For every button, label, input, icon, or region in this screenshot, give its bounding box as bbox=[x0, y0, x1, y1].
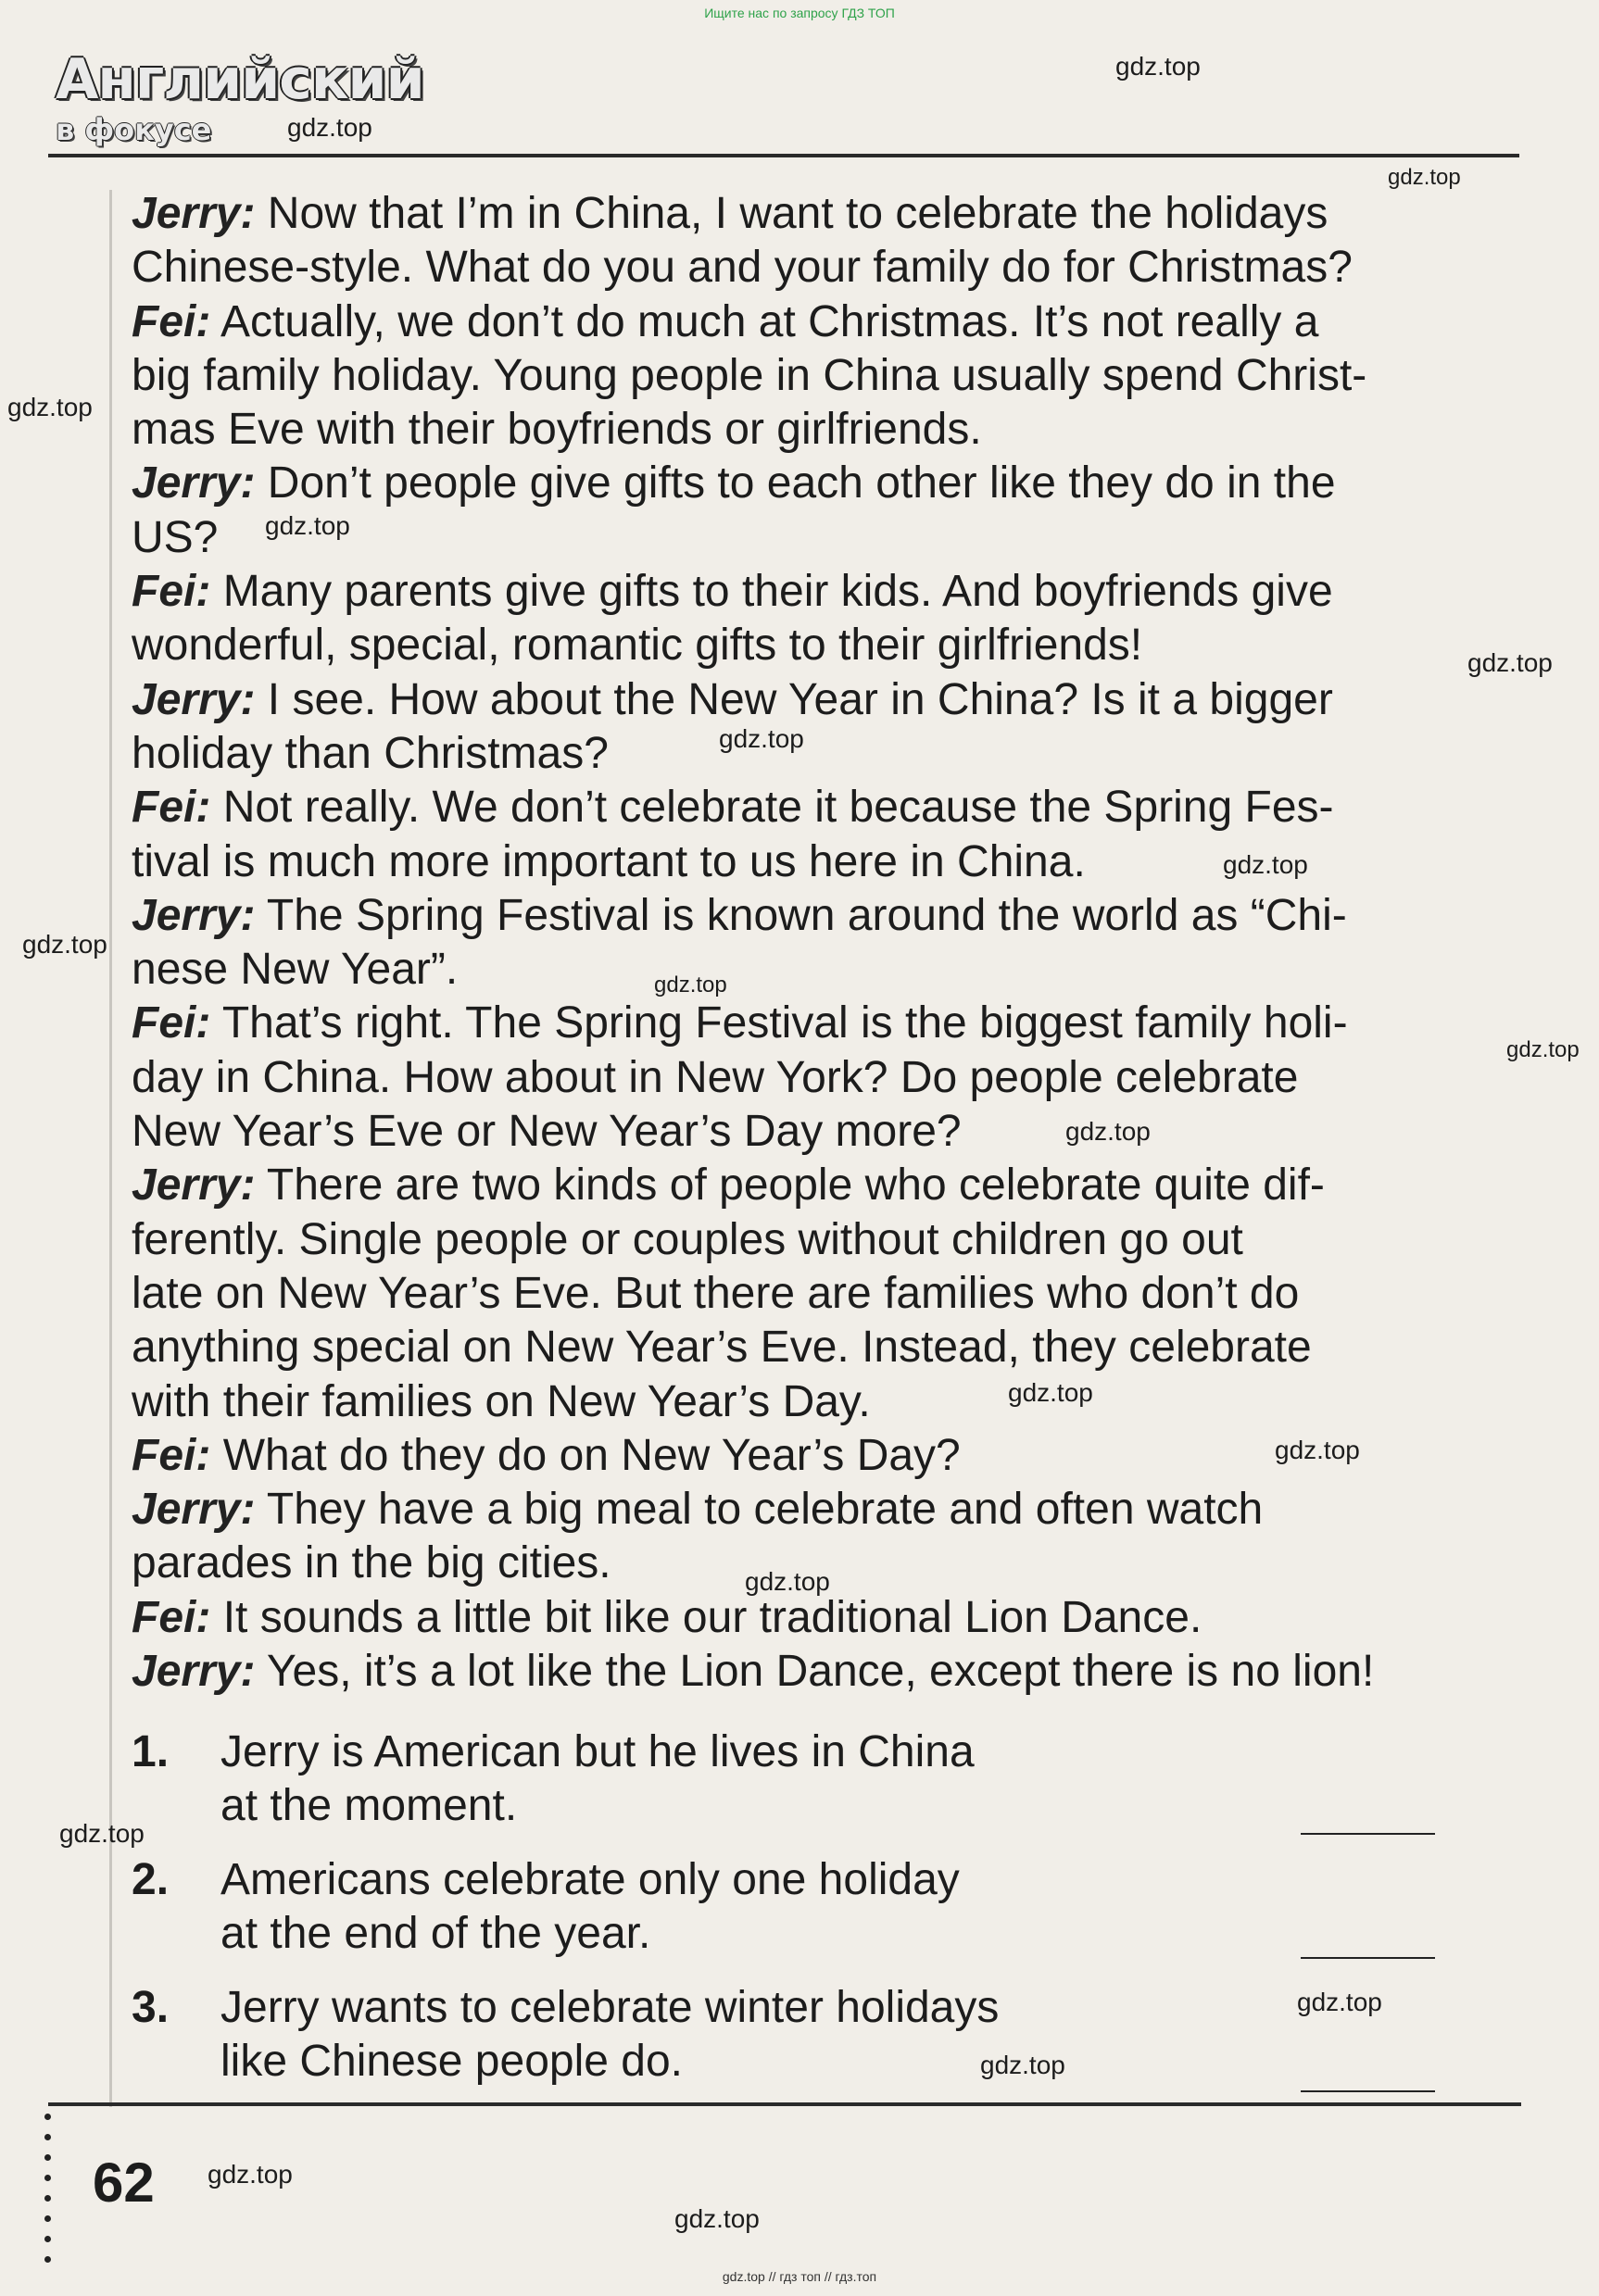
speaker-name: Fei: bbox=[132, 567, 211, 617]
dialogue-line: anything special on New Year’s Eve. Instead, they celebrate bbox=[132, 1323, 1312, 1373]
watermark: gdz.top bbox=[1297, 1988, 1382, 2016]
question-item bbox=[132, 1725, 1521, 1846]
speaker-name: Fei: bbox=[132, 783, 211, 833]
speaker-name: Fei: bbox=[132, 998, 211, 1048]
question-text: Americans celebrate only one holiday at the end of the year. bbox=[220, 1855, 960, 1958]
dialogue-line: Fei: That’s right. The Spring Festival is the biggest family holi- bbox=[132, 998, 1348, 1048]
dialogue-line: Jerry: Yes, it’s a lot like the Lion Dance, except there is no lion! bbox=[132, 1647, 1375, 1697]
answer-blank[interactable] bbox=[1301, 2090, 1435, 2092]
footer-divider bbox=[48, 2102, 1521, 2106]
question-item bbox=[132, 1853, 1521, 1974]
watermark: gdz.top bbox=[1065, 1117, 1151, 1146]
speaker-name: Jerry: bbox=[132, 1485, 256, 1535]
dialogue-line: US? bbox=[132, 512, 219, 562]
speaker-name: Fei: bbox=[132, 1592, 211, 1642]
speaker-name: Jerry: bbox=[132, 890, 256, 940]
dialogue-line: Jerry: They have a big meal to celebrate and often watch bbox=[132, 1485, 1264, 1535]
watermark: gdz.top bbox=[22, 930, 107, 959]
dialogue-line: with their families on New Year’s Day. bbox=[132, 1376, 871, 1426]
dialogue-line: Jerry: Now that I’m in China, I want to celebrate the holidays bbox=[132, 189, 1328, 238]
dialogue-turn bbox=[132, 889, 1521, 997]
watermark: gdz.top bbox=[287, 113, 372, 142]
watermark: gdz.top bbox=[59, 1819, 145, 1848]
dialogue-line: Chinese-style. What do you and your family do for Christmas? bbox=[132, 243, 1353, 293]
watermark: gdz.top bbox=[654, 972, 727, 997]
dialogue-line: nese New Year”. bbox=[132, 945, 459, 995]
watermark: gdz.top bbox=[1388, 165, 1461, 190]
speaker-name: Fei: bbox=[132, 1430, 211, 1480]
watermark: gdz.top bbox=[1467, 648, 1553, 677]
watermark: gdz.top bbox=[1506, 1037, 1580, 1062]
watermark: gdz.top bbox=[1275, 1436, 1360, 1464]
top-banner: Ищите нас по запросу ГДЗ ТОП bbox=[704, 6, 895, 20]
watermark: gdz.top bbox=[674, 2204, 760, 2233]
dialogue-line: Fei: Not really. We don’t celebrate it because the Spring Fes- bbox=[132, 783, 1334, 833]
dialogue-turn bbox=[132, 295, 1521, 458]
dialogue-line: Fei: Actually, we don’t do much at Christmas. It’s not really a bbox=[132, 296, 1319, 346]
question-number: 2. bbox=[132, 1855, 170, 1904]
footer-text: gdz.top // гдз топ // гдз.топ bbox=[722, 2269, 877, 2284]
watermark: gdz.top bbox=[1008, 1378, 1093, 1407]
dialogue-line: New Year’s Eve or New Year’s Day more? bbox=[132, 1107, 962, 1157]
watermark: gdz.top bbox=[745, 1567, 830, 1596]
watermark: gdz.top bbox=[1115, 52, 1201, 81]
dialogue-turn bbox=[132, 1645, 1521, 1699]
dialogue-line: big family holiday. Young people in China usually spend Christ- bbox=[132, 350, 1367, 400]
question-number: 3. bbox=[132, 1983, 170, 2032]
dialogue-line: Fei: It sounds a little bit like our traditional Lion Dance. bbox=[132, 1592, 1202, 1642]
dialogue-turn bbox=[132, 673, 1521, 782]
speaker-name: Jerry: bbox=[132, 189, 256, 238]
dialogue-turn bbox=[132, 997, 1521, 1159]
logo-subtitle: в фокусе bbox=[56, 112, 212, 147]
watermark: gdz.top bbox=[1223, 850, 1308, 879]
watermark: gdz.top bbox=[719, 724, 804, 753]
dialogue-line: parades in the big cities. bbox=[132, 1538, 611, 1588]
question-number: 1. bbox=[132, 1727, 170, 1776]
page-number: 62 bbox=[93, 2152, 155, 2214]
dialogue-line: ferently. Single people or couples without children go out bbox=[132, 1214, 1243, 1264]
speaker-name: Jerry: bbox=[132, 674, 256, 724]
dialogue-line: tival is much more important to us here in China. bbox=[132, 836, 1086, 886]
dialogue-line: Jerry: Don’t people give gifts to each other like they do in the bbox=[132, 458, 1336, 508]
page-margin-dots bbox=[44, 2114, 56, 2277]
dialogue-turn bbox=[132, 781, 1521, 889]
dialogue-text bbox=[132, 187, 1521, 1699]
dialogue-turn bbox=[132, 1591, 1521, 1645]
watermark: gdz.top bbox=[208, 2160, 293, 2189]
speaker-name: Jerry: bbox=[132, 1647, 256, 1697]
dialogue-turn bbox=[132, 187, 1521, 295]
watermark: gdz.top bbox=[265, 511, 350, 540]
logo-title: Английский bbox=[56, 47, 424, 112]
dialogue-line: wonderful, special, romantic gifts to their girlfriends! bbox=[132, 621, 1143, 671]
speaker-name: Jerry: bbox=[132, 1161, 256, 1211]
dialogue-line: holiday than Christmas? bbox=[132, 728, 609, 778]
dialogue-line: Fei: Many parents give gifts to their kids. And boyfriends give bbox=[132, 567, 1333, 617]
dialogue-line: late on New Year’s Eve. But there are families who don’t do bbox=[132, 1268, 1300, 1318]
watermark: gdz.top bbox=[980, 2051, 1065, 2079]
question-text: Jerry is American but he lives in China at the moment. bbox=[220, 1727, 975, 1830]
dialogue-line: mas Eve with their boyfriends or girlfriends. bbox=[132, 405, 982, 455]
header-divider bbox=[48, 154, 1519, 157]
speaker-name: Fei: bbox=[132, 296, 211, 346]
dialogue-line: day in China. How about in New York? Do people celebrate bbox=[132, 1052, 1299, 1102]
question-text: Jerry wants to celebrate winter holidays like Chinese people do. bbox=[220, 1983, 1000, 2086]
dialogue-line: Jerry: I see. How about the New Year in China? Is it a bigger bbox=[132, 674, 1333, 724]
dialogue-line: Jerry: There are two kinds of people who celebrate quite dif- bbox=[132, 1161, 1325, 1211]
answer-blank[interactable] bbox=[1301, 1957, 1435, 1959]
speaker-name: Jerry: bbox=[132, 458, 256, 508]
dialogue-line: Jerry: The Spring Festival is known around the world as “Chi- bbox=[132, 890, 1347, 940]
dialogue-turn bbox=[132, 565, 1521, 673]
dialogue-turn bbox=[132, 1159, 1521, 1428]
answer-blank[interactable] bbox=[1301, 1833, 1435, 1835]
dialogue-line: Fei: What do they do on New Year’s Day? bbox=[132, 1430, 961, 1480]
watermark: gdz.top bbox=[7, 393, 93, 421]
